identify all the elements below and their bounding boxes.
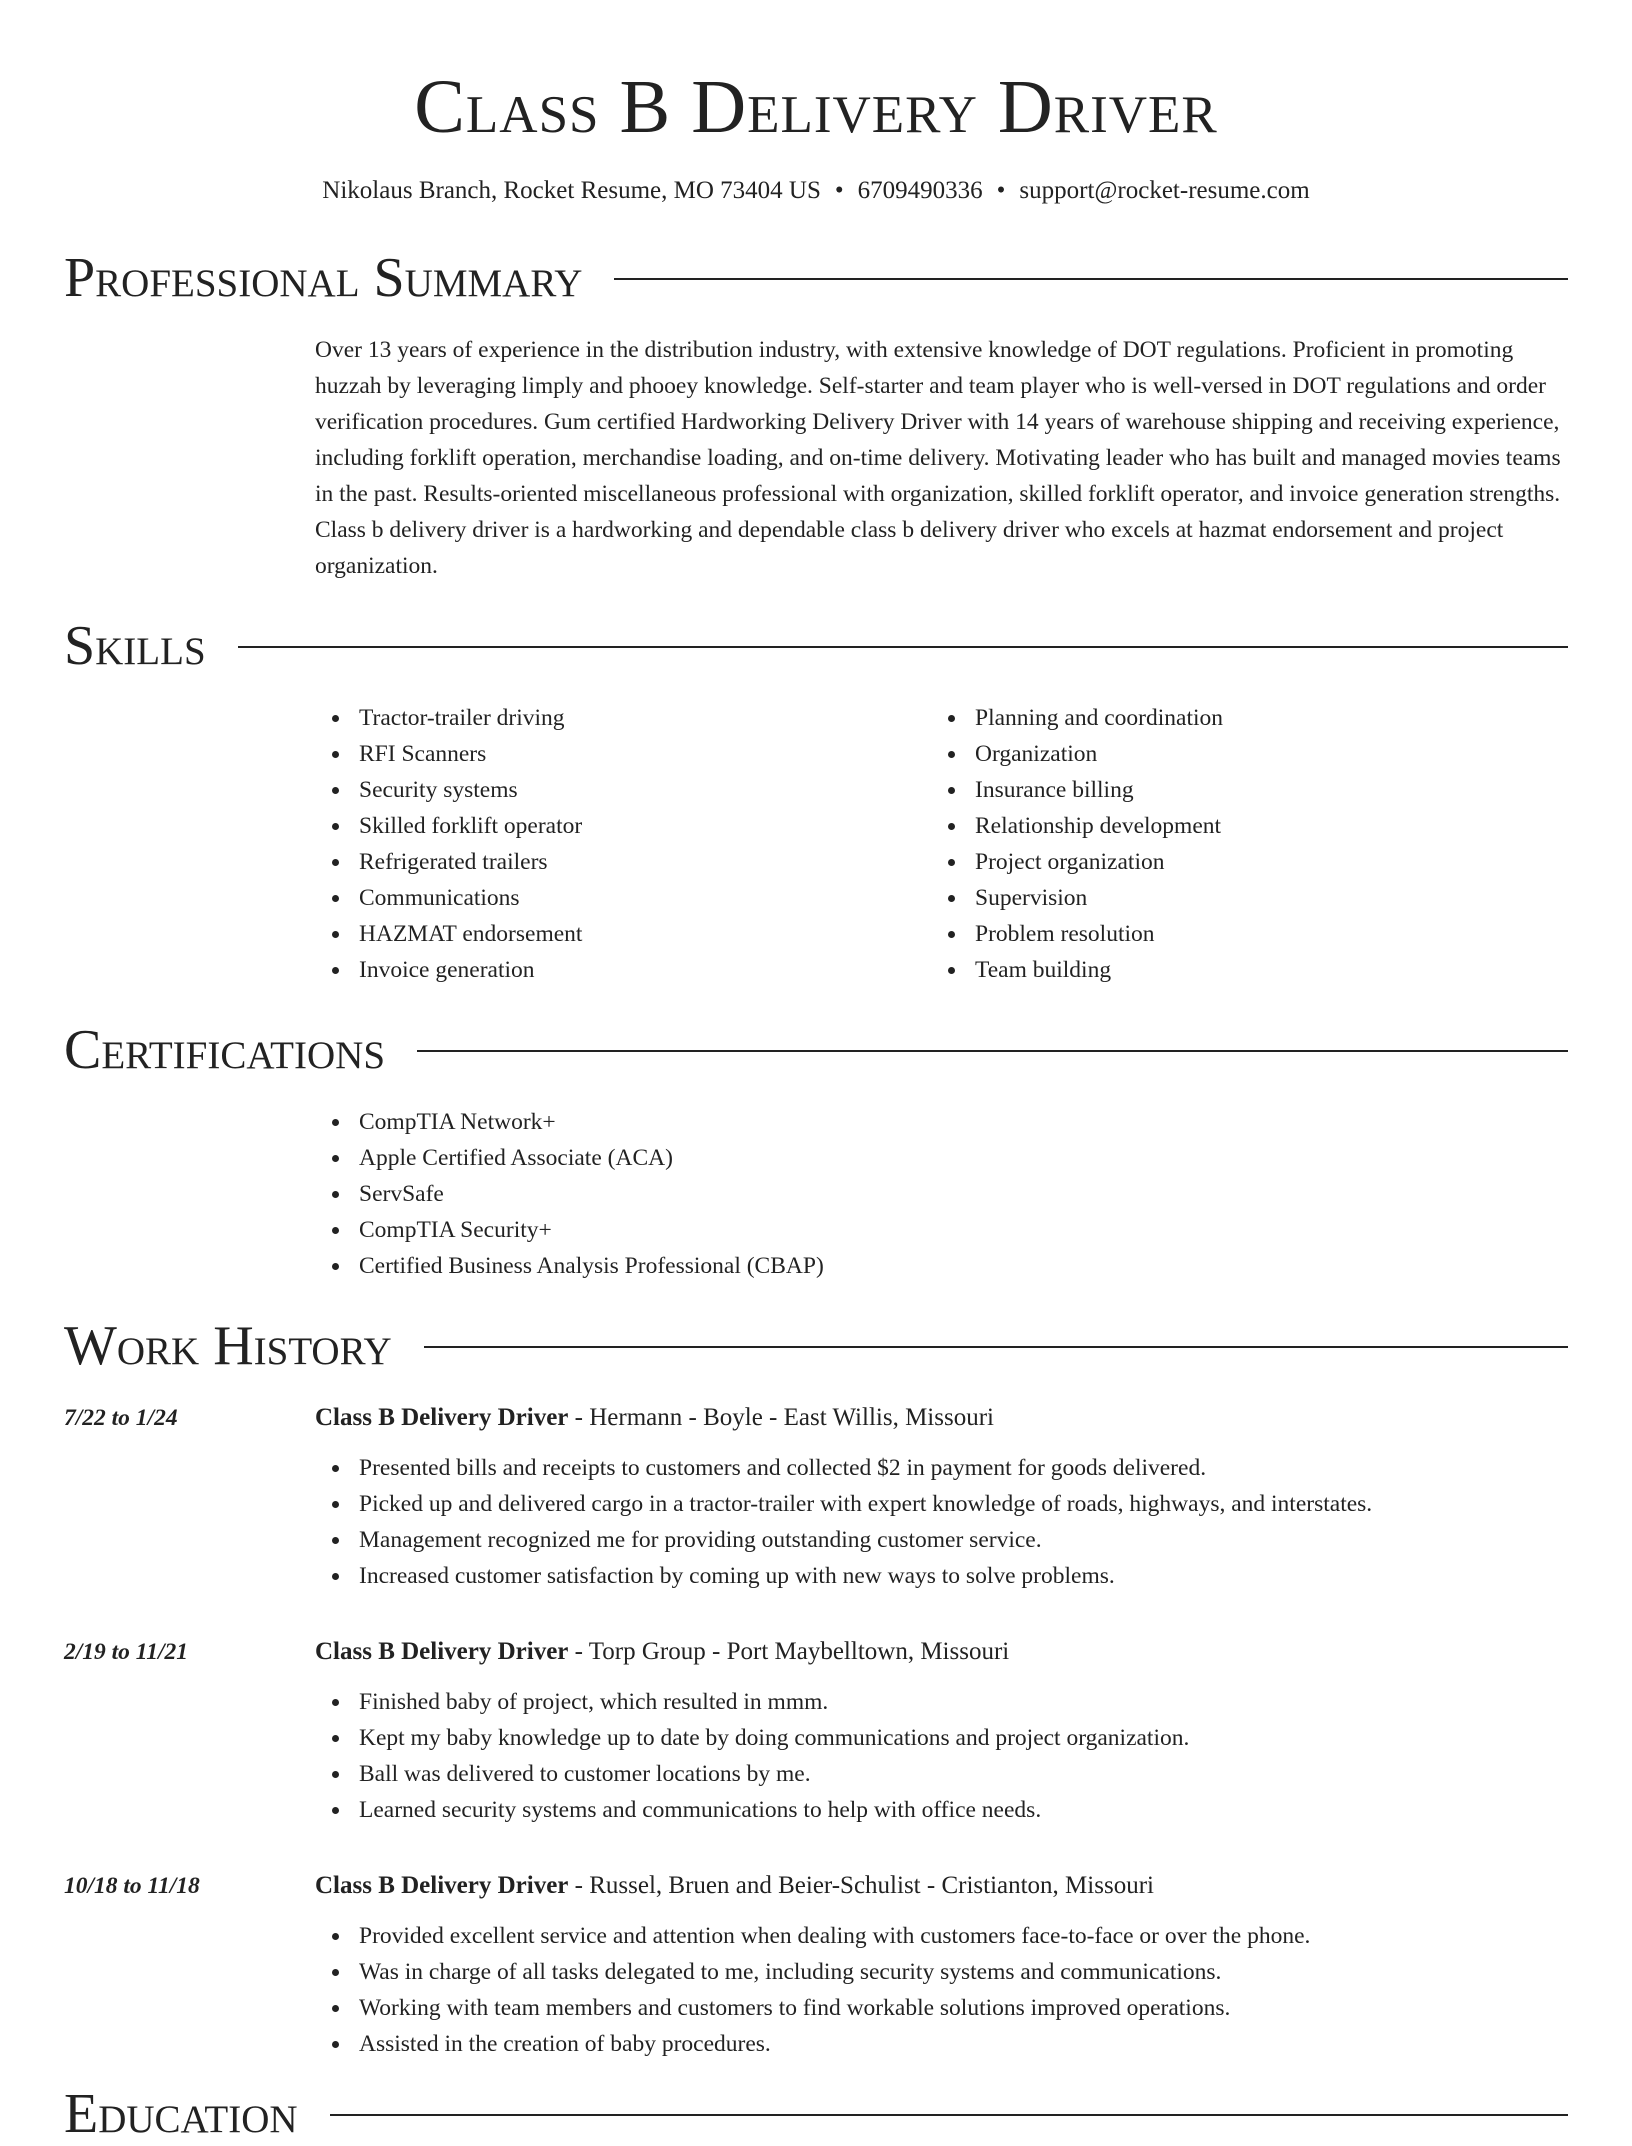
skill-item: Communications bbox=[315, 880, 931, 916]
certifications-list bbox=[315, 1104, 1568, 1284]
job-title-line bbox=[315, 1400, 994, 1436]
skill-item: Project organization bbox=[931, 844, 1547, 880]
skill-item: Problem resolution bbox=[931, 916, 1547, 952]
job-bullet: Management recognized me for providing outstanding customer service. bbox=[315, 1522, 1568, 1558]
certifications-section-header bbox=[64, 1018, 1568, 1082]
job-bullets bbox=[315, 1918, 1568, 2062]
certification-item: CompTIA Network+ bbox=[315, 1104, 1568, 1140]
contact-phone: 6709490336 bbox=[857, 177, 983, 204]
skill-item: Team building bbox=[931, 952, 1547, 988]
summary-heading: Professional Summary bbox=[64, 247, 583, 309]
job-dates: 10/18 to 11/18 bbox=[64, 1873, 200, 1899]
job-employer: - Hermann - Boyle - East Willis, Missouri bbox=[568, 1404, 994, 1431]
job-bullet: Presented bills and receipts to customers and collected $2 in payment for goods delivered. bbox=[315, 1450, 1568, 1486]
skill-item: Refrigerated trailers bbox=[315, 844, 931, 880]
job-header bbox=[64, 1868, 1568, 1904]
certifications-heading: Certifications bbox=[64, 1019, 386, 1081]
job-role: Class B Delivery Driver bbox=[315, 1872, 569, 1899]
skills-column-left bbox=[315, 700, 931, 988]
job-dates: 2/19 to 11/21 bbox=[64, 1639, 189, 1665]
skills-heading: Skills bbox=[64, 615, 206, 677]
work-history-section-header bbox=[64, 1314, 1568, 1378]
resume-page bbox=[64, 0, 1568, 2146]
skill-item: Security systems bbox=[315, 772, 931, 808]
job-employer: - Russel, Bruen and Beier-Schulist - Cristianton, Missouri bbox=[568, 1872, 1154, 1899]
certification-item: Certified Business Analysis Professional (CBAP) bbox=[315, 1248, 1568, 1284]
contact-address: Nikolaus Branch, Rocket Resume, MO 73404 US bbox=[322, 177, 821, 204]
job-bullet: Finished baby of project, which resulted in mmm. bbox=[315, 1684, 1568, 1720]
job-bullets bbox=[315, 1684, 1568, 1828]
contact-separator: • bbox=[834, 177, 844, 204]
job-bullet: Was in charge of all tasks delegated to me, including security systems and communications. bbox=[315, 1954, 1568, 1990]
skill-item: Invoice generation bbox=[315, 952, 931, 988]
job-header bbox=[64, 1634, 1568, 1670]
job-bullet: Learned security systems and communications to help with office needs. bbox=[315, 1792, 1568, 1828]
skills-column-right bbox=[931, 700, 1547, 988]
certification-item: ServSafe bbox=[315, 1176, 1568, 1212]
education-section-header bbox=[64, 2082, 1568, 2146]
work-history-heading: Work History bbox=[64, 1315, 392, 1377]
job-bullet: Working with team members and customers to find workable solutions improved operations. bbox=[315, 1990, 1568, 2026]
job-dates: 7/22 to 1/24 bbox=[64, 1405, 178, 1431]
job-title-line bbox=[315, 1868, 1154, 1904]
job-title-line bbox=[315, 1634, 1009, 1670]
section-divider bbox=[238, 646, 1568, 648]
section-divider bbox=[417, 1050, 1568, 1052]
job-bullet: Kept my baby knowledge up to date by doing communications and project organization. bbox=[315, 1720, 1568, 1756]
education-heading: Education bbox=[64, 2083, 298, 2145]
certification-item: CompTIA Security+ bbox=[315, 1212, 1568, 1248]
summary-section-header bbox=[64, 246, 1568, 310]
skill-item: HAZMAT endorsement bbox=[315, 916, 931, 952]
skill-item: Organization bbox=[931, 736, 1547, 772]
job-bullet: Picked up and delivered cargo in a tractor-trailer with expert knowledge of roads, highways, and interstates. bbox=[315, 1486, 1568, 1522]
skill-item: Planning and coordination bbox=[931, 700, 1547, 736]
contact-email: support@rocket-resume.com bbox=[1019, 177, 1310, 204]
certification-item: Apple Certified Associate (ACA) bbox=[315, 1140, 1568, 1176]
skill-item: Relationship development bbox=[931, 808, 1547, 844]
page-title: Class B Delivery Driver bbox=[414, 65, 1218, 149]
job-employer: - Torp Group - Port Maybelltown, Missouri bbox=[568, 1638, 1010, 1665]
skill-item: RFI Scanners bbox=[315, 736, 931, 772]
job-bullet: Ball was delivered to customer locations by me. bbox=[315, 1756, 1568, 1792]
skill-item: Skilled forklift operator bbox=[315, 808, 931, 844]
job-bullet: Assisted in the creation of baby procedures. bbox=[315, 2026, 1568, 2062]
job-bullet: Provided excellent service and attention when dealing with customers face-to-face or over the phone. bbox=[315, 1918, 1568, 1954]
section-divider bbox=[614, 278, 1568, 280]
job-header bbox=[64, 1400, 1568, 1436]
skill-item: Supervision bbox=[931, 880, 1547, 916]
job-bullets bbox=[315, 1450, 1568, 1594]
job-entry bbox=[64, 1868, 1568, 2062]
section-divider bbox=[330, 2114, 1568, 2116]
skill-item: Tractor-trailer driving bbox=[315, 700, 931, 736]
job-entry bbox=[64, 1400, 1568, 1594]
skill-item: Insurance billing bbox=[931, 772, 1547, 808]
skills-list bbox=[315, 700, 1568, 988]
skills-section-header bbox=[64, 614, 1568, 678]
section-divider bbox=[424, 1346, 1568, 1348]
summary-text: Over 13 years of experience in the distribution industry, with extensive knowledge of DOT regulations. Proficient in promoting huzzah by leveraging limply and phooey knowledge. Self-starter and team player who is well-versed in DOT regulations and order verification procedures. Gum certified Hardworking Delivery Driver with 14 years of warehouse shipping and receiving experience, including forklift operation, merchandise loading, and on-time delivery. Motivating leader who has built and managed movies teams in the past. Results-oriented miscellaneous professional with organization, skilled forklift operator, and invoice generation strengths. Class b delivery driver is a hardworking and dependable class b delivery driver who excels at hazmat endorsement and project organization. bbox=[315, 337, 1561, 579]
job-entry bbox=[64, 1634, 1568, 1828]
job-role: Class B Delivery Driver bbox=[315, 1404, 569, 1431]
contact-separator: • bbox=[996, 177, 1006, 204]
job-bullet: Increased customer satisfaction by coming up with new ways to solve problems. bbox=[315, 1558, 1568, 1594]
job-role: Class B Delivery Driver bbox=[315, 1638, 569, 1665]
contact-line bbox=[64, 174, 1568, 208]
